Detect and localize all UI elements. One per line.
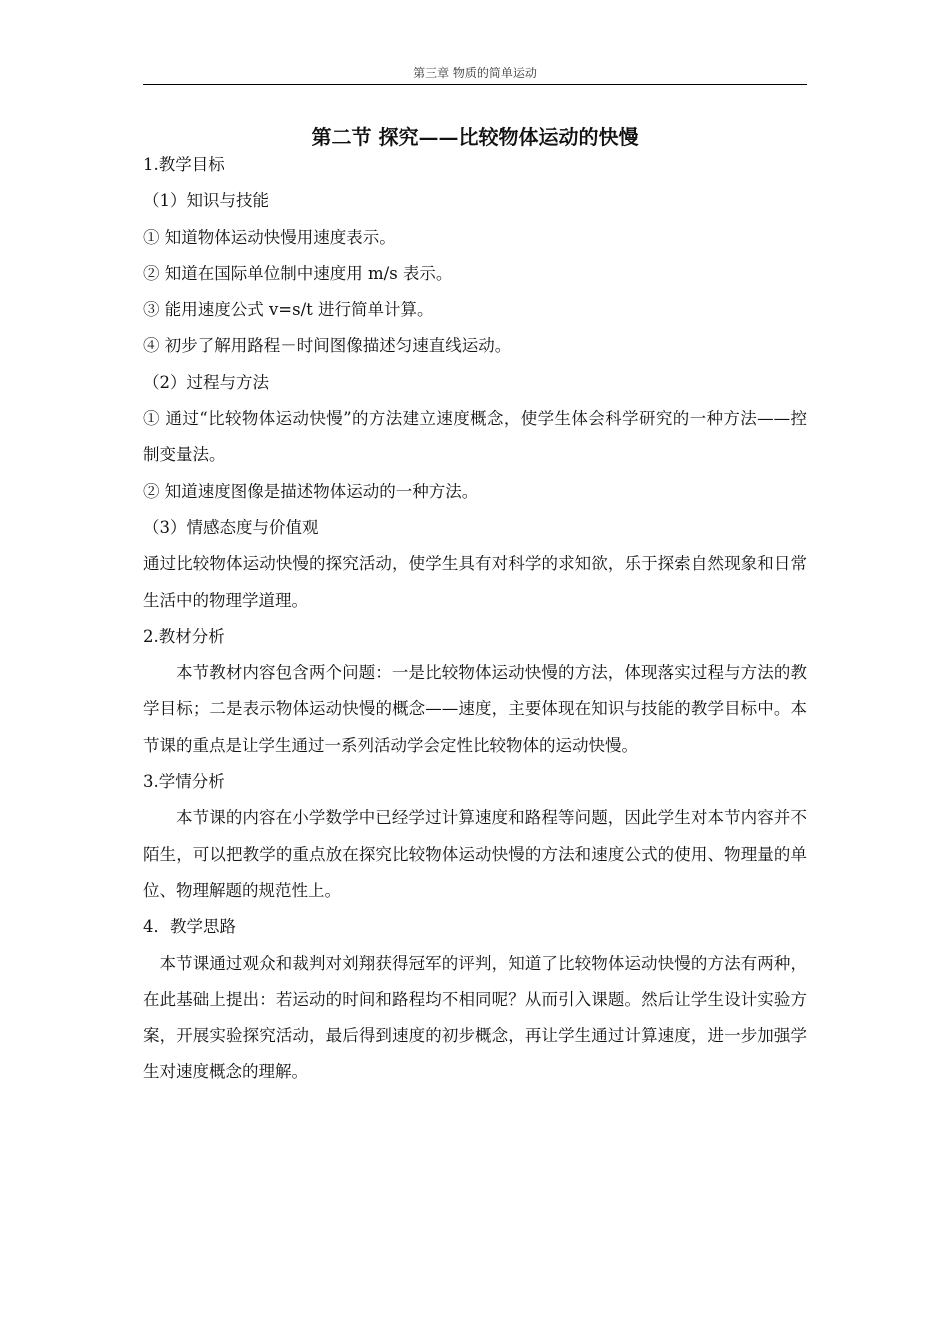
- subheading-process: （2）过程与方法: [143, 372, 269, 392]
- paragraph-students: 本节课的内容在小学数学中已经学过计算速度和路程等问题，因此学生对本节内容并不陌生，可以把教学的重点放在探究比较物体运动快慢的方法和速度公式的使用、物理量的单位、物理解题的规范性上。: [143, 808, 807, 900]
- section-heading-approach: 4．教学思路: [143, 917, 236, 937]
- document-body: [143, 147, 807, 1091]
- section-heading-goals: 1.教学目标: [143, 155, 225, 174]
- section-heading-textbook: 2.教材分析: [143, 626, 225, 646]
- running-header: 第三章 物质的简单运动: [413, 66, 537, 80]
- header-divider: [143, 84, 807, 85]
- list-item: ① 通过“比较物体运动快慢”的方法建立速度概念，使学生体会科学研究的一种方法——控制变量法。: [143, 409, 807, 465]
- paragraph-approach: 本节课通过观众和裁判对刘翔获得冠军的评判，知道了比较物体运动快慢的方法有两种，在此基础上提出：若运动的时间和路程均不相同呢？从而引入课题。然后让学生设计实验方案，开展实验探究活动，最后得到速度的初步概念，再让学生通过计算速度，进一步加强学生对速度概念的理解。: [143, 953, 807, 1082]
- page-title: 第二节 探究——比较物体运动的快慢: [311, 125, 639, 149]
- list-item: ② 知道在国际单位制中速度用 m/s 表示。: [143, 263, 453, 283]
- list-item: ③ 能用速度公式 v=s/t 进行简单计算。: [143, 300, 434, 320]
- section-heading-students: 3.学情分析: [143, 772, 225, 792]
- subheading-knowledge: （1）知识与技能: [143, 191, 269, 211]
- list-item: ① 知道物体运动快慢用速度表示。: [143, 227, 396, 247]
- subheading-emotion: （3）情感态度与价值观: [143, 517, 319, 537]
- paragraph-emotion: 通过比较物体运动快慢的探究活动，使学生具有对科学的求知欲，乐于探索自然现象和日常生活中的物理学道理。: [143, 554, 807, 610]
- paragraph-textbook: 本节教材内容包含两个问题：一是比较物体运动快慢的方法，体现落实过程与方法的教学目标；二是表示物体运动快慢的概念——速度，主要体现在知识与技能的教学目标中。本节课的重点是让学生通过一系列活动学会定性比较物体的运动快慢。: [143, 663, 807, 755]
- list-item: ② 知道速度图像是描述物体运动的一种方法。: [143, 481, 479, 501]
- list-item: ④ 初步了解用路程－时间图像描述匀速直线运动。: [143, 336, 512, 356]
